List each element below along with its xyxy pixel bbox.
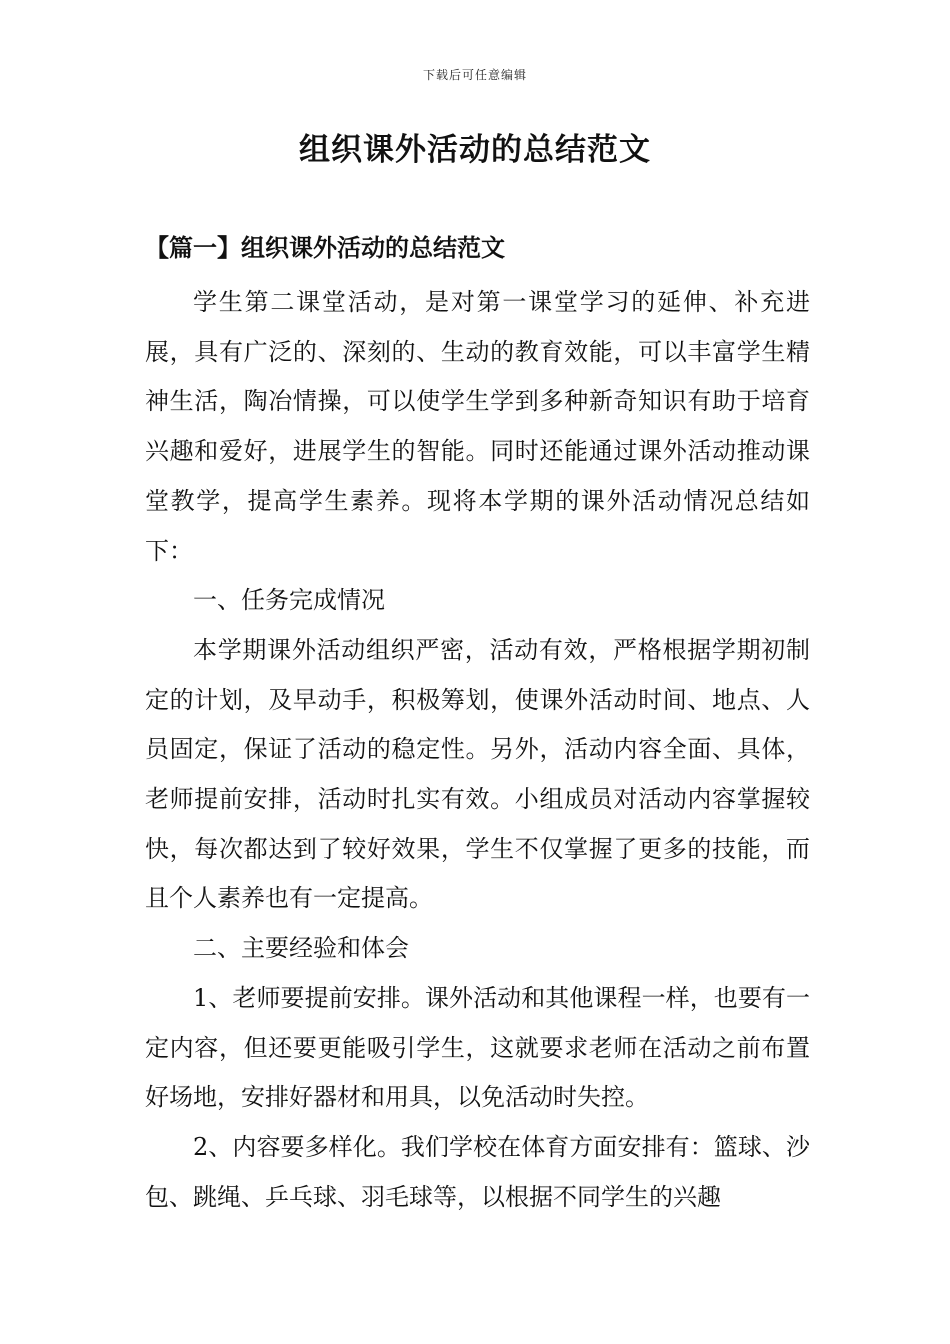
section-heading: 【篇一】组织课外活动的总结范文 bbox=[145, 233, 505, 262]
document-title: 组织课外活动的总结范文 bbox=[299, 132, 651, 168]
document-body bbox=[145, 278, 810, 1222]
subheading-task-completion: 一、任务完成情况 bbox=[193, 586, 385, 615]
paragraph-task-completion: 本学期课外活动组织严密，活动有效，严格根据学期初制定的计划，及早动手，积极筹划，使课外活动时间、地点、人员固定，保证了活动的稳定性。另外，活动内容全面、具体，老师提前安排，活动时扎实有效。小组成员对活动内容掌握较快，每次都达到了较好效果，学生不仅掌握了更多的技能，而且个人素养也有一定提高。 bbox=[145, 635, 810, 913]
paragraph-point-1: 1、老师要提前安排。课外活动和其他课程一样，也要有一定内容，但还要更能吸引学生，这就要求老师在活动之前布置好场地，安排好器材和用具，以免活动时失控。 bbox=[145, 983, 810, 1112]
paragraph-point-2: 2、内容要多样化。我们学校在体育方面安排有：篮球、沙包、跳绳、乒乓球、羽毛球等，以根据不同学生的兴趣 bbox=[145, 1132, 810, 1211]
subheading-experience: 二、主要经验和体会 bbox=[193, 934, 409, 963]
header-note: 下载后可任意编辑 bbox=[422, 68, 527, 82]
paragraph-intro: 学生第二课堂活动，是对第一课堂学习的延伸、补充进展，具有广泛的、深刻的、生动的教育效能，可以丰富学生精神生活，陶冶情操，可以使学生学到多种新奇知识有助于培育兴趣和爱好，进展学生的智能。同时还能通过课外活动推动课堂教学，提高学生素养。现将本学期的课外活动情况总结如下： bbox=[145, 288, 810, 565]
